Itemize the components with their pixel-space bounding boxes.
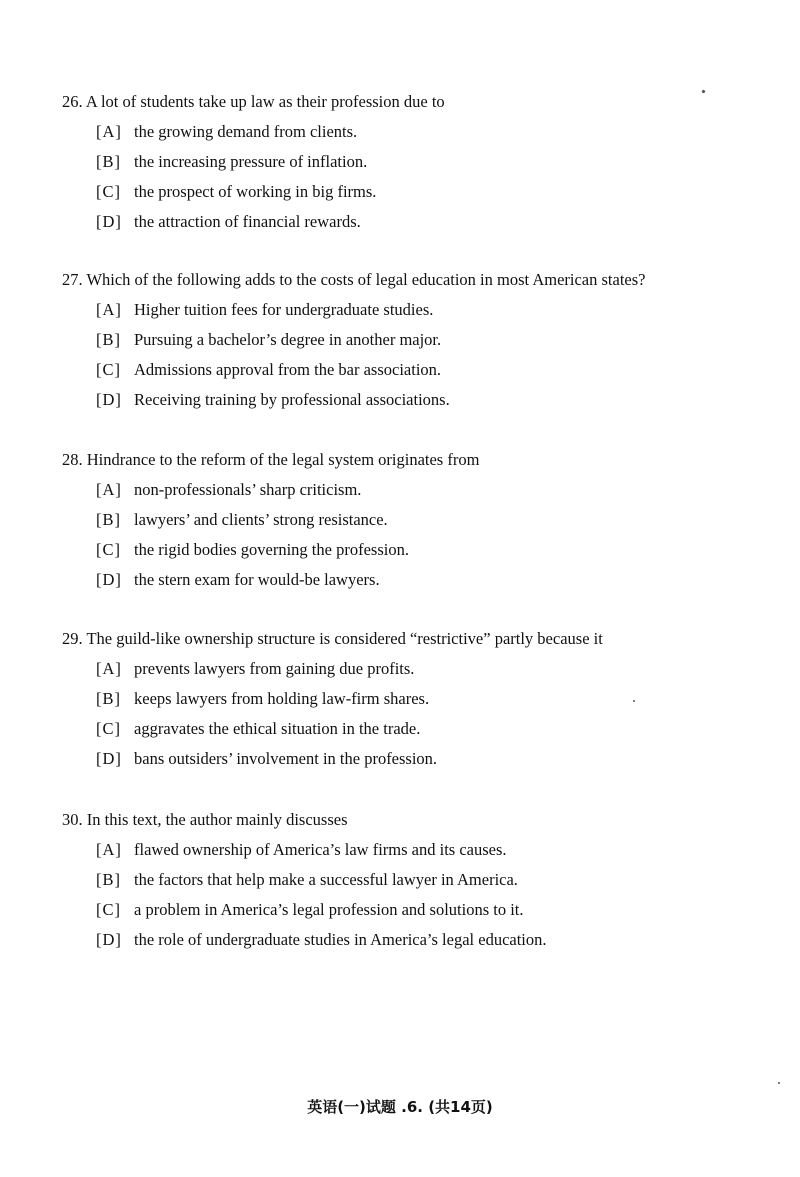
scan-speck xyxy=(633,700,635,702)
option-text: Admissions approval from the bar association. xyxy=(134,360,442,379)
question-stem: 28. Hindrance to the reform of the legal system originates from xyxy=(62,450,480,469)
option-d xyxy=(96,748,782,770)
option-letter: [B] xyxy=(96,510,121,529)
option-text: Higher tuition fees for undergraduate studies. xyxy=(134,300,434,319)
option-text: Pursuing a bachelor’s degree in another major. xyxy=(134,330,442,349)
option-a xyxy=(96,479,782,501)
option-a xyxy=(96,299,782,321)
option-letter: [D] xyxy=(96,570,122,589)
option-text: aggravates the ethical situation in the trade. xyxy=(134,719,421,738)
question-stem: 26. A lot of students take up law as their profession due to xyxy=(62,92,445,111)
option-letter: [D] xyxy=(96,749,122,768)
option-b xyxy=(96,509,782,531)
option-text: non-professionals’ sharp criticism. xyxy=(134,480,362,499)
option-text: the prospect of working in big firms. xyxy=(134,182,377,201)
option-letter: [D] xyxy=(96,212,122,231)
question-stem: 27. Which of the following adds to the costs of legal education in most American states? xyxy=(62,270,646,289)
option-letter: [C] xyxy=(96,182,121,201)
option-d xyxy=(96,389,782,411)
question-stem: 29. The guild-like ownership structure is considered “restrictive” partly because it xyxy=(62,629,603,648)
option-letter: [A] xyxy=(96,122,122,141)
option-a xyxy=(96,839,782,861)
scan-speck xyxy=(778,1082,780,1084)
option-letter: [B] xyxy=(96,330,121,349)
option-c xyxy=(96,539,782,561)
option-text: bans outsiders’ involvement in the profession. xyxy=(134,749,438,768)
option-letter: [B] xyxy=(96,689,121,708)
option-d xyxy=(96,929,782,951)
option-letter: [C] xyxy=(96,719,121,738)
option-text: the growing demand from clients. xyxy=(134,122,358,141)
option-text: the factors that help make a successful lawyer in America. xyxy=(134,870,518,889)
option-text: lawyers’ and clients’ strong resistance. xyxy=(134,510,388,529)
question-27 xyxy=(62,269,782,411)
option-letter: [C] xyxy=(96,360,121,379)
option-b xyxy=(96,688,782,710)
option-letter: [A] xyxy=(96,659,122,678)
option-text: flawed ownership of America’s law firms and its causes. xyxy=(134,840,507,859)
question-stem: 30. In this text, the author mainly discusses xyxy=(62,810,348,829)
option-c xyxy=(96,181,782,203)
option-letter: [C] xyxy=(96,540,121,559)
option-text: the role of undergraduate studies in America’s legal education. xyxy=(134,930,547,949)
option-c xyxy=(96,718,782,740)
option-b xyxy=(96,869,782,891)
option-a xyxy=(96,658,782,680)
question-30 xyxy=(62,809,782,951)
option-b xyxy=(96,329,782,351)
option-letter: [D] xyxy=(96,390,122,409)
option-text: the rigid bodies governing the profession. xyxy=(134,540,409,559)
option-letter: [C] xyxy=(96,900,121,919)
option-d xyxy=(96,569,782,591)
option-text: prevents lawyers from gaining due profits. xyxy=(134,659,415,678)
option-text: a problem in America’s legal profession and solutions to it. xyxy=(134,900,524,919)
option-letter: [A] xyxy=(96,840,122,859)
option-b xyxy=(96,151,782,173)
option-a xyxy=(96,121,782,143)
option-text: the increasing pressure of inflation. xyxy=(134,152,368,171)
option-text: keeps lawyers from holding law-firm shares. xyxy=(134,689,430,708)
option-letter: [D] xyxy=(96,930,122,949)
option-text: Receiving training by professional associations. xyxy=(134,390,450,409)
option-text: the stern exam for would-be lawyers. xyxy=(134,570,380,589)
question-26 xyxy=(62,91,782,233)
option-letter: [B] xyxy=(96,870,121,889)
option-c xyxy=(96,899,782,921)
option-letter: [B] xyxy=(96,152,121,171)
question-29 xyxy=(62,628,782,770)
option-letter: [A] xyxy=(96,480,122,499)
question-28 xyxy=(62,449,782,591)
option-c xyxy=(96,359,782,381)
option-text: the attraction of financial rewards. xyxy=(134,212,361,231)
option-letter: [A] xyxy=(96,300,122,319)
option-d xyxy=(96,211,782,233)
page-footer: 英语(一)试题 .6. (共14页) xyxy=(307,1098,493,1116)
